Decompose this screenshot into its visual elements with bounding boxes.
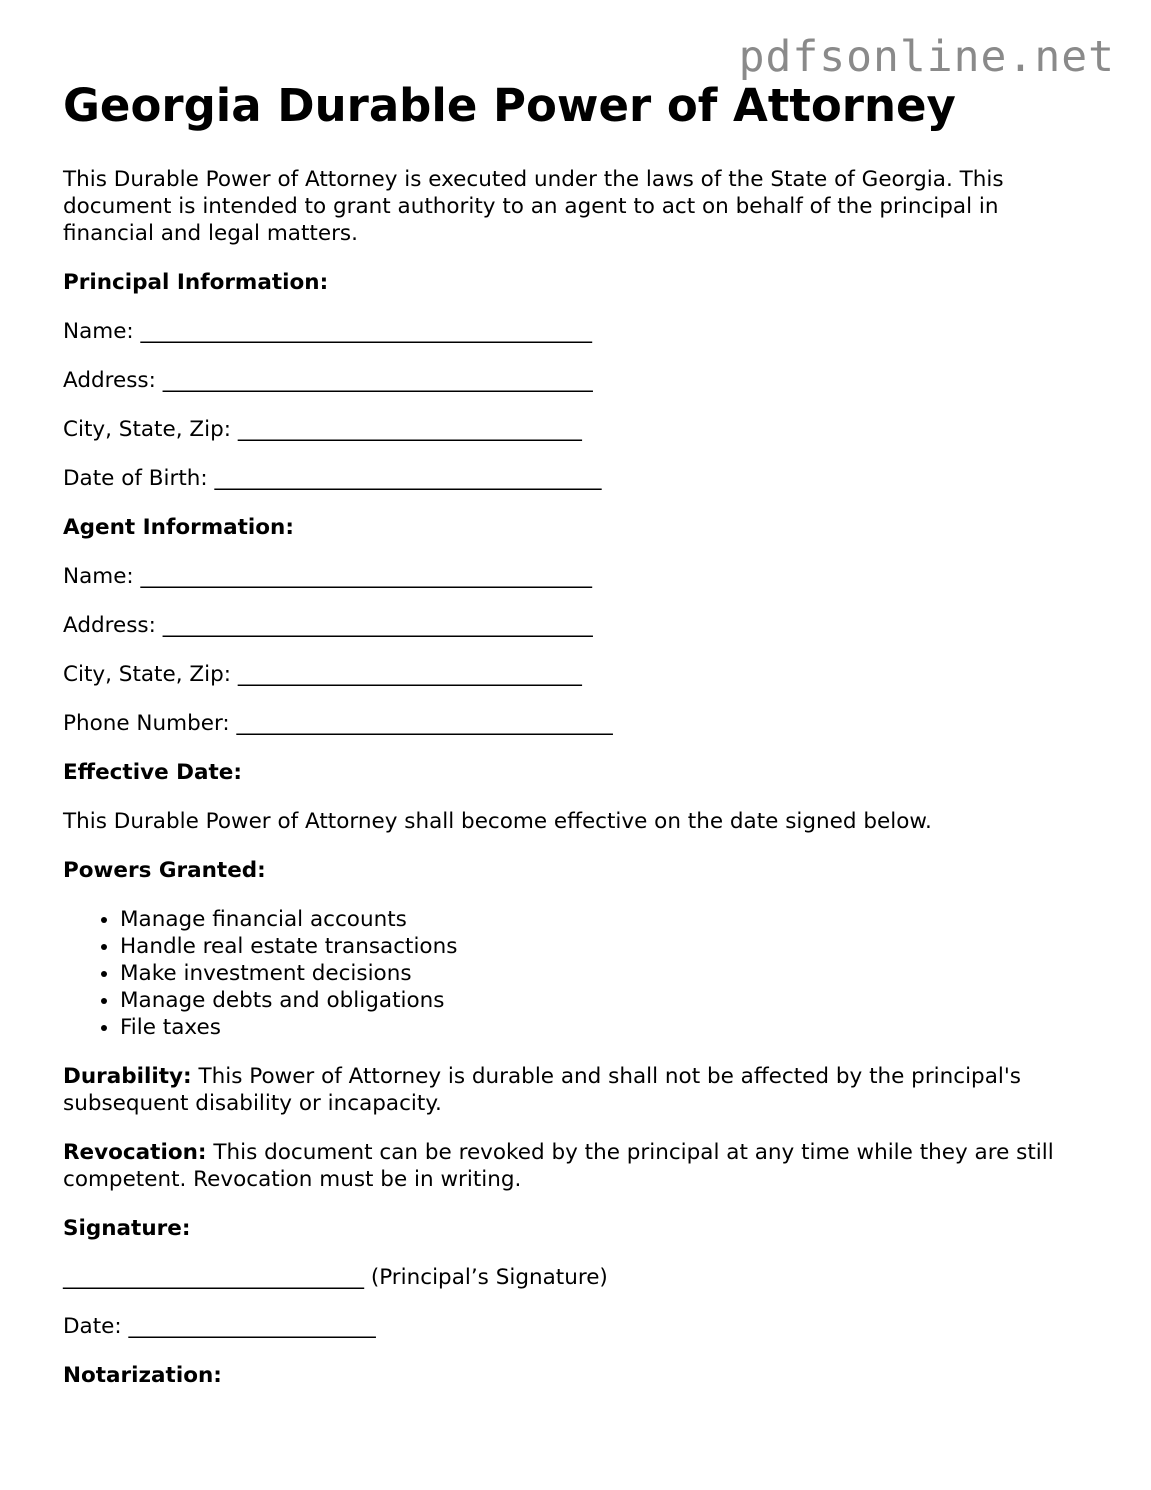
principal-name-field[interactable]: Name: __________________________________________ xyxy=(63,319,593,344)
document-body xyxy=(63,166,1093,1411)
principal-dob-field[interactable]: Date of Birth: ____________________________________ xyxy=(63,466,602,491)
list-item: • Make investment decisions xyxy=(120,960,1093,987)
effective-date-heading: Effective Date: xyxy=(63,760,242,785)
powers-list xyxy=(63,906,1093,1041)
agent-heading: Agent Information: xyxy=(63,515,294,540)
document-title: Georgia Durable Power of Attorney xyxy=(63,79,956,132)
agent-city-field[interactable]: City, State, Zip: ________________________________ xyxy=(63,662,582,687)
agent-phone-field[interactable]: Phone Number: ___________________________________ xyxy=(63,711,613,736)
powers-heading: Powers Granted: xyxy=(63,858,266,883)
durability-paragraph xyxy=(63,1063,1093,1117)
notarization-heading: Notarization: xyxy=(63,1363,222,1388)
list-item: • File taxes xyxy=(120,1014,1093,1041)
list-item: • Manage debts and obligations xyxy=(120,987,1093,1014)
principal-signature-field[interactable]: ____________________________ (Principal’s Signature) xyxy=(63,1265,608,1290)
principal-heading: Principal Information: xyxy=(63,270,329,295)
durability-text: This Power of Attorney is durable and shall not be affected by the principal's subsequent disability or incapacity. xyxy=(63,1064,1021,1116)
watermark: pdfsonline.net xyxy=(738,32,1115,82)
signature-heading: Signature: xyxy=(63,1216,191,1241)
effective-date-text: This Durable Power of Attorney shall become effective on the date signed below. xyxy=(63,809,932,834)
revocation-text: This document can be revoked by the principal at any time while they are still competent. Revocation must be in writing. xyxy=(63,1140,1054,1192)
revocation-label: Revocation: xyxy=(63,1140,207,1165)
principal-city-field[interactable]: City, State, Zip: ________________________________ xyxy=(63,417,582,442)
list-item: • Handle real estate transactions xyxy=(120,933,1093,960)
durability-label: Durability: xyxy=(63,1064,192,1089)
signature-date-field[interactable]: Date: _______________________ xyxy=(63,1314,376,1339)
agent-address-field[interactable]: Address: ________________________________________ xyxy=(63,613,593,638)
intro-paragraph: This Durable Power of Attorney is executed under the laws of the State of Georgia. This document is intended to grant authority to an agent to act on behalf of the principal in financial and legal matters. xyxy=(63,167,1004,246)
revocation-paragraph xyxy=(63,1139,1093,1193)
agent-name-field[interactable]: Name: __________________________________________ xyxy=(63,564,593,589)
principal-address-field[interactable]: Address: ________________________________________ xyxy=(63,368,593,393)
list-item: • Manage financial accounts xyxy=(120,906,1093,933)
